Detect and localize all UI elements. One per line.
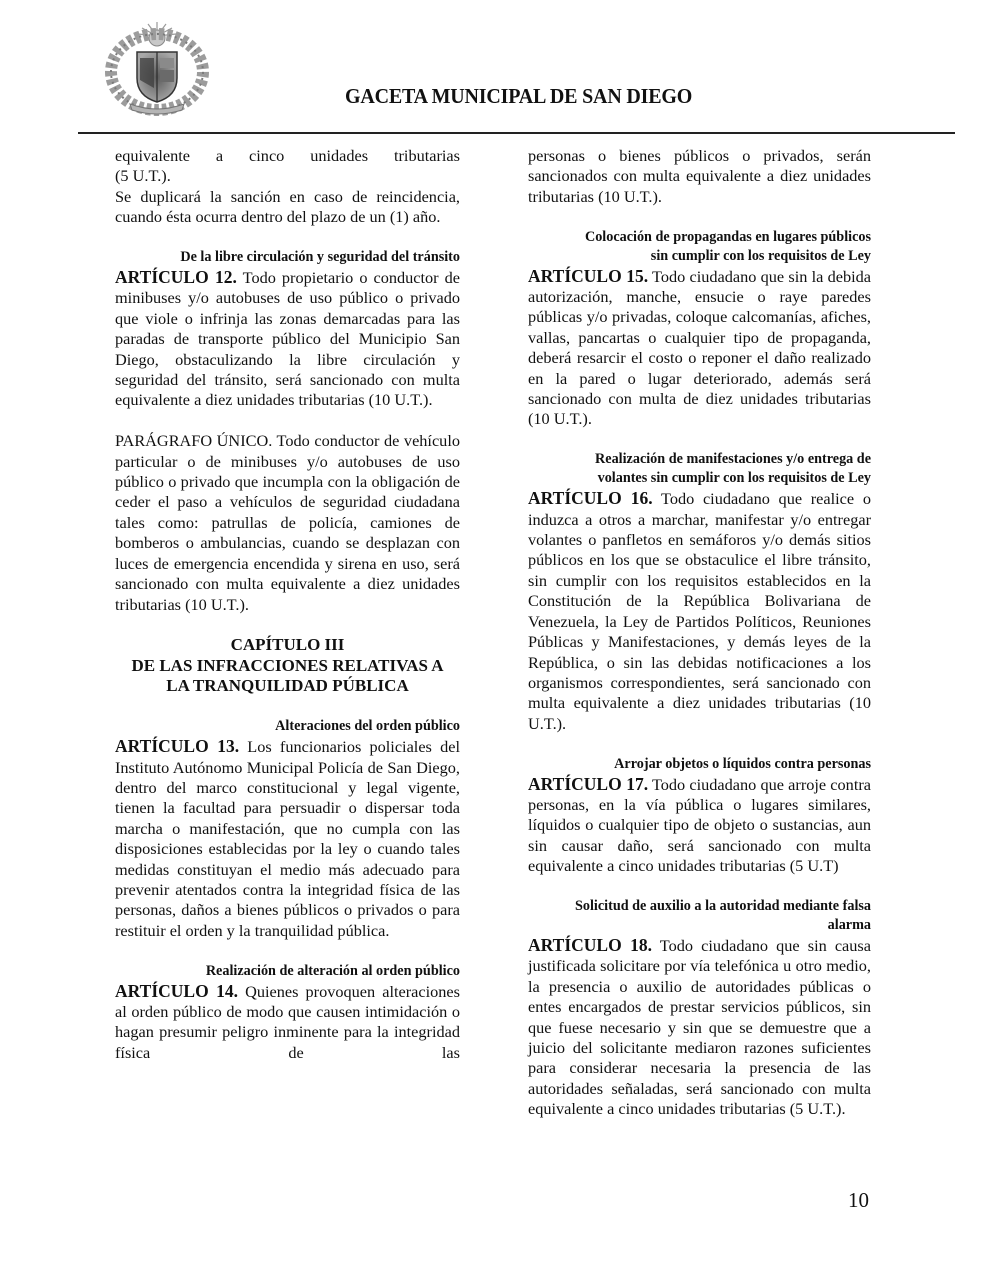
paragrafo-unico: PARÁGRAFO ÚNICO. Todo conductor de vehículo particular o de minibuses y/o autobuses de uso público o privado que incumpla con la obligación de ceder el paso a vehículos de seguridad ciudadana tales como: patrullas de policía, camiones de bomberos o ambulancias, cuando se desplazan con luces de emergencia encendida y sirena en uso, será sancionado con multa equivalente a diez unidades tributarias (10 U.T.). — [115, 431, 460, 614]
article-13-label: ARTÍCULO 13. — [115, 736, 240, 757]
article-14-heading: Realización de alteración al orden público — [205, 962, 460, 979]
reincidence-text: Se duplicará la sanción en caso de reincidencia, cuando ésta ocurra dentro del plazo de un (1) año. — [115, 186, 460, 227]
article-16-label: ARTÍCULO 16. — [528, 488, 653, 509]
article-14 — [115, 981, 460, 1064]
chapter-number: CAPÍTULO III — [230, 635, 345, 655]
article-15 — [528, 266, 871, 430]
article-18-label: ARTÍCULO 18. — [528, 934, 652, 955]
article-12-body: Todo propietario o conductor de minibuses y/o autobuses de uso público o privado que viole o infrinja las zonas demarcadas para las paradas de transporte público del Municipio San Diego, obstaculizando la libre circulación y seguridad del tránsito, será sancionado con multa equivalente a diez unidades tributarias (10 U.T.). — [115, 268, 460, 410]
article-18-heading-line1: Solicitud de auxilio a la autoridad mediante falsa — [575, 897, 871, 914]
article-14-body: Quienes provoquen alteraciones al orden público de modo que causen intimidación o hagan presumir peligro inminente para la integridad física de las — [115, 981, 460, 1062]
article-17-body: Todo ciudadano que arroje contra personas, en la vía pública o lugares similares, líquidos o cualquier tipo de objeto o sustancias, aun sin causar daño, será sancionado con multa equivalente a cinco unidades tributarias (5 U.T) — [528, 774, 871, 876]
article-16 — [528, 488, 871, 734]
article-16-body: Todo ciudadano que realice o induzca a otros a marchar, manifestar y/o entregar volantes o panfletos en semáforos y/o demás sitios públicos en los que se obstaculice el libre tránsito, sin cumplir con los requisitos establecidos en la Constitución de la República Bolivariana de Venezuela, la Ley de Partidos Políticos, Reuniones Públicas y Manifestaciones, y demás leyes de la República, o sin las debidas notificaciones a los organismos correspondientes, será sancionado con multa equivalente a diez unidades tributarias (10 U.T.). — [528, 489, 871, 733]
article-13-heading: Alteraciones del orden público — [275, 718, 460, 735]
page-number: 10 — [848, 1188, 869, 1212]
continuation-line: equivalente a cinco unidades tributarias — [115, 146, 460, 165]
article-15-label: ARTÍCULO 15. — [528, 265, 649, 286]
article-15-heading-line1: Colocación de propagandas en lugares públicos — [584, 228, 871, 245]
article-17-label: ARTÍCULO 17. — [528, 773, 649, 794]
continuation-line: (5 U.T.). — [115, 166, 171, 186]
article-12-heading: De la libre circulación y seguridad del tránsito — [180, 249, 460, 266]
left-column — [115, 146, 460, 1063]
header-rule — [78, 132, 955, 134]
right-column — [528, 146, 871, 1120]
article-18-body: Todo ciudadano que sin causa justificada solicitare por vía telefónica u otro medio, la presencia o auxilio de autoridades públicas o entes encargados de prestar servicios públicos, sin que fuese necesario y sin que se demuestre que a juicio del solicitante mediaron razones suficientes para considerar necesaria la presencia de las autoridades señaladas, será sancionado con multa equivalente a cinco unidades tributarias (5 U.T.). — [528, 935, 871, 1119]
article-17-heading: Arrojar objetos o líquidos contra personas — [614, 755, 871, 772]
article-18 — [528, 935, 871, 1120]
article-15-heading-line2: sin cumplir con los requisitos de Ley — [650, 247, 871, 264]
article-17 — [528, 774, 871, 877]
article-16-heading-line1: Realización de manifestaciones y/o entrega de — [595, 451, 871, 468]
article-18-heading-line2: alarma — [827, 916, 871, 933]
gazette-title: GACETA MUNICIPAL DE SAN DIEGO — [344, 84, 693, 108]
article-13 — [115, 736, 460, 941]
article-12-label: ARTÍCULO 12. — [115, 267, 237, 288]
article-14-label: ARTÍCULO 14. — [115, 980, 238, 1001]
article-13-body: Los funcionarios policiales del Instituto Autónomo Municipal Policía de San Diego, dentro del marco constitucional y legal vigente, tienen la facultad para persuadir o dispersar toda marcha o manifestación, que no cumpla con las disposiciones establecidas por la ley o cuando tales medidas constituyan el medio más adecuado para prevenir atentados contra la integridad física de las personas, daños a bienes públicos o privados o para restituir el orden y la tranquilidad pública. — [115, 737, 460, 940]
article-12 — [115, 267, 460, 411]
chapter-title-line2: LA TRANQUILIDAD PÚBLICA — [166, 676, 409, 696]
chapter-title-line1: DE LAS INFRACCIONES RELATIVAS A — [131, 655, 444, 675]
article-15-body: Todo ciudadano que sin la debida autorización, manche, ensucie o raye paredes públicas y/o privadas, coloque calcomanías, afiches, vallas, pancartas o cualquier tipo de propaganda, deberá resarcir el costo o reponer el daño realizado en la pared o lugar deteriorado, además será sancionado con multa de diez unidades tributarias (10 U.T.). — [528, 266, 871, 429]
article-14-continuation: personas o bienes públicos o privados, serán sancionados con multa equivalente a diez unidades tributarias (10 U.T.). — [528, 146, 871, 206]
coat-of-arms-icon — [104, 18, 210, 118]
article-16-heading-line2: volantes sin cumplir con los requisitos de Ley — [597, 470, 871, 487]
